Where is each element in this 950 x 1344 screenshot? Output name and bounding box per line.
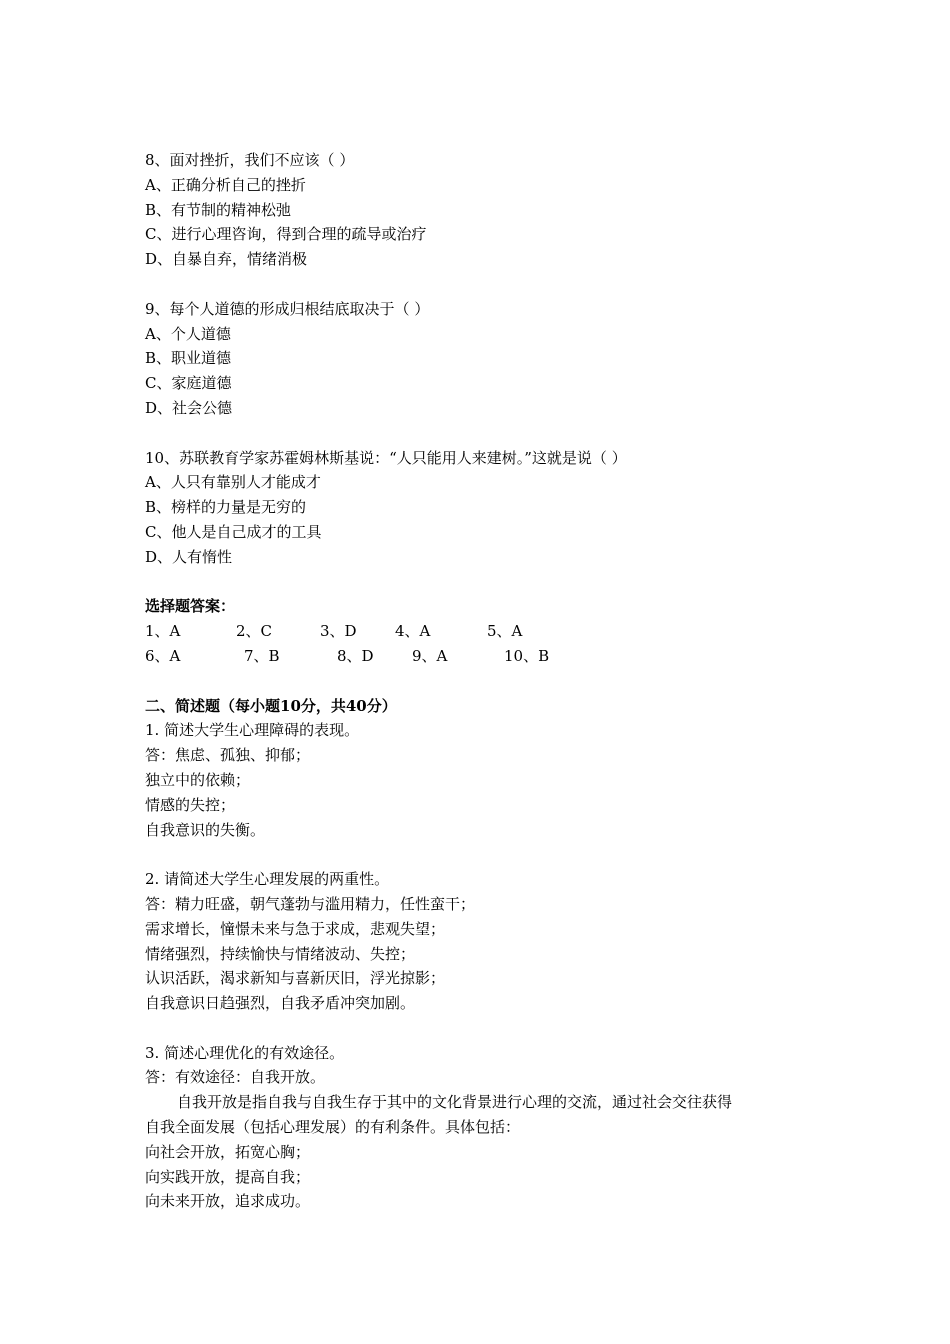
answer-line: 需求增长，憧憬未来与急于求成，悲观失望；: [145, 919, 446, 938]
question-8: [145, 148, 815, 272]
answer-line: 向未来开放，追求成功。: [145, 1192, 311, 1211]
answer-item: 10、B: [504, 646, 550, 665]
blank-line: [145, 421, 815, 446]
option-c: C、他人是自己成才的工具: [145, 522, 322, 541]
answer-line: 情绪强烈，持续愉快与情绪波动、失控；: [145, 944, 416, 963]
answer-key-row-1: [145, 619, 815, 644]
answer-line: 独立中的依赖；: [145, 770, 251, 789]
answer-line: 自我意识日趋强烈，自我矛盾冲突加剧。: [145, 994, 416, 1013]
option-b: B、职业道德: [145, 349, 232, 368]
section-heading: 二、简述题（每小题10分，共40分）: [145, 696, 397, 715]
answer-item: 9、A: [412, 646, 448, 665]
answer-paragraph-line-2: 自我全面发展（包括心理发展）的有利条件。具体包括：: [145, 1118, 521, 1137]
blank-line: [145, 669, 815, 694]
question-text: 2. 请简述大学生心理发展的两重性。: [145, 870, 390, 889]
blank-line: [145, 1016, 815, 1041]
blank-line: [145, 570, 815, 595]
answer-line: 答：焦虑、孤独、抑郁；: [145, 746, 311, 765]
section-short-answer: [145, 694, 815, 1215]
answer-line: 情感的失控；: [145, 795, 236, 814]
answer-line: 自我意识的失衡。: [145, 820, 266, 839]
question-stem: 10、苏联教育学家苏霍姆林斯基说：“人只能用人来建树。”这就是说（ ）: [145, 448, 627, 467]
option-d: D、人有惰性: [145, 547, 233, 566]
answer-line: 认识活跃，渴求新知与喜新厌旧，浮光掠影；: [145, 969, 446, 988]
option-a: A、人只有靠别人才能成才: [145, 473, 321, 492]
blank-line: [145, 272, 815, 297]
option-d: D、自暴自弃，情绪消极: [145, 250, 308, 269]
option-a: A、个人道德: [145, 324, 231, 343]
answer-line: 答：精力旺盛，朝气蓬勃与滥用精力，任性蛮干；: [145, 894, 476, 913]
question-text: 3. 简述心理优化的有效途径。: [145, 1043, 345, 1062]
answer-key-title: 选择题答案：: [145, 597, 236, 616]
short-question-3: [145, 1041, 815, 1215]
question-10: [145, 446, 815, 570]
answer-intro: 答：有效途径：自我开放。: [145, 1068, 326, 1087]
answer-line: 向社会开放，拓宽心胸；: [145, 1142, 311, 1161]
answer-item: 7、B: [244, 646, 280, 665]
answer-paragraph-line-1: 自我开放是指自我与自我生存于其中的文化背景进行心理的交流，通过社会交往获得: [177, 1093, 733, 1112]
option-b: B、榜样的力量是无穷的: [145, 498, 307, 517]
answer-item: 8、D: [337, 646, 374, 665]
option-a: A、正确分析自己的挫折: [145, 175, 306, 194]
option-c: C、家庭道德: [145, 374, 232, 393]
option-c: C、进行心理咨询，得到合理的疏导或治疗: [145, 225, 427, 244]
answer-item: 4、A: [395, 622, 431, 641]
answer-item: 3、D: [320, 622, 357, 641]
short-question-2: [145, 867, 815, 1016]
question-text: 1. 简述大学生心理障碍的表现。: [145, 721, 360, 740]
answer-key-row-2: [145, 644, 815, 669]
question-stem: 8、面对挫折，我们不应该（ ）: [145, 151, 355, 169]
document-content: [145, 148, 815, 1214]
blank-line: [145, 842, 815, 867]
answer-line: 向实践开放，提高自我；: [145, 1167, 311, 1186]
answer-item: 2、C: [236, 622, 273, 641]
answer-item: 6、A: [145, 646, 181, 665]
short-question-1: [145, 718, 815, 842]
answer-key: [145, 594, 815, 668]
question-9: [145, 297, 815, 421]
answer-item: 1、A: [145, 622, 181, 641]
option-b: B、有节制的精神松弛: [145, 200, 292, 219]
answer-item: 5、A: [487, 622, 523, 641]
question-stem: 9、每个人道德的形成归根结底取决于（ ）: [145, 299, 430, 318]
option-d: D、社会公德: [145, 398, 233, 417]
